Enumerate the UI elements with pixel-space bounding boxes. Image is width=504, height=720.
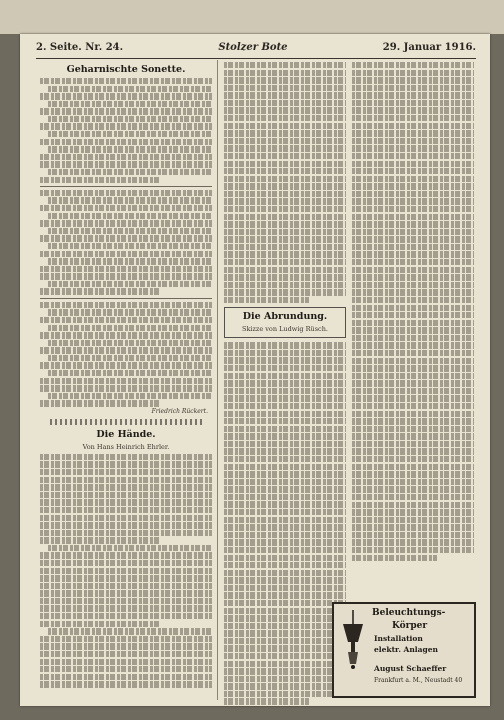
- sonnet-1-text: [40, 78, 212, 183]
- abrundung-text: [224, 342, 346, 705]
- left-column: [40, 62, 212, 689]
- lighting-advertisement: [332, 602, 476, 698]
- sonnets-signature: Friedrich Rückert.: [151, 407, 208, 415]
- newspaper-name: Stolzer Bote: [218, 42, 288, 53]
- sonnet-2-text: [40, 190, 212, 295]
- abrundung-byline: Skizze von Ludwig Rüsch.: [242, 325, 328, 334]
- ornament-divider: [50, 419, 202, 425]
- ad-line-3: Installation: [374, 634, 423, 643]
- header-rule: [36, 58, 476, 59]
- separator: [40, 186, 212, 187]
- sonnet-3-text: [40, 302, 212, 407]
- column-divider: [217, 60, 218, 700]
- page-number: 2. Seite. Nr. 24.: [36, 42, 124, 53]
- ad-address: Frankfurt a. M., Neustadt 40: [374, 677, 463, 684]
- haende-title: Die Hände.: [96, 428, 156, 440]
- ad-company-name: August Schaeffer: [374, 664, 447, 673]
- sonnets-title: Geharnischte Sonette.: [66, 64, 186, 75]
- haende-byline: Von Hans Heinrich Ehrler.: [82, 442, 170, 451]
- right-col-a: [224, 62, 346, 706]
- separator: [40, 298, 212, 299]
- ad-line-2: Körper: [392, 621, 428, 631]
- haende-text: [40, 454, 212, 688]
- ad-line-4: elektr. Anlagen: [374, 645, 438, 654]
- abrundung-title: Die Abrundung.: [242, 311, 328, 323]
- scan-top-strip: [0, 0, 504, 34]
- page-header: [36, 42, 476, 56]
- chandelier-icon: [340, 610, 366, 670]
- abrundung-heading-box: [224, 307, 346, 338]
- issue-date: 29. Januar 1916.: [382, 42, 476, 53]
- ad-line-1: Beleuchtungs-: [372, 608, 446, 618]
